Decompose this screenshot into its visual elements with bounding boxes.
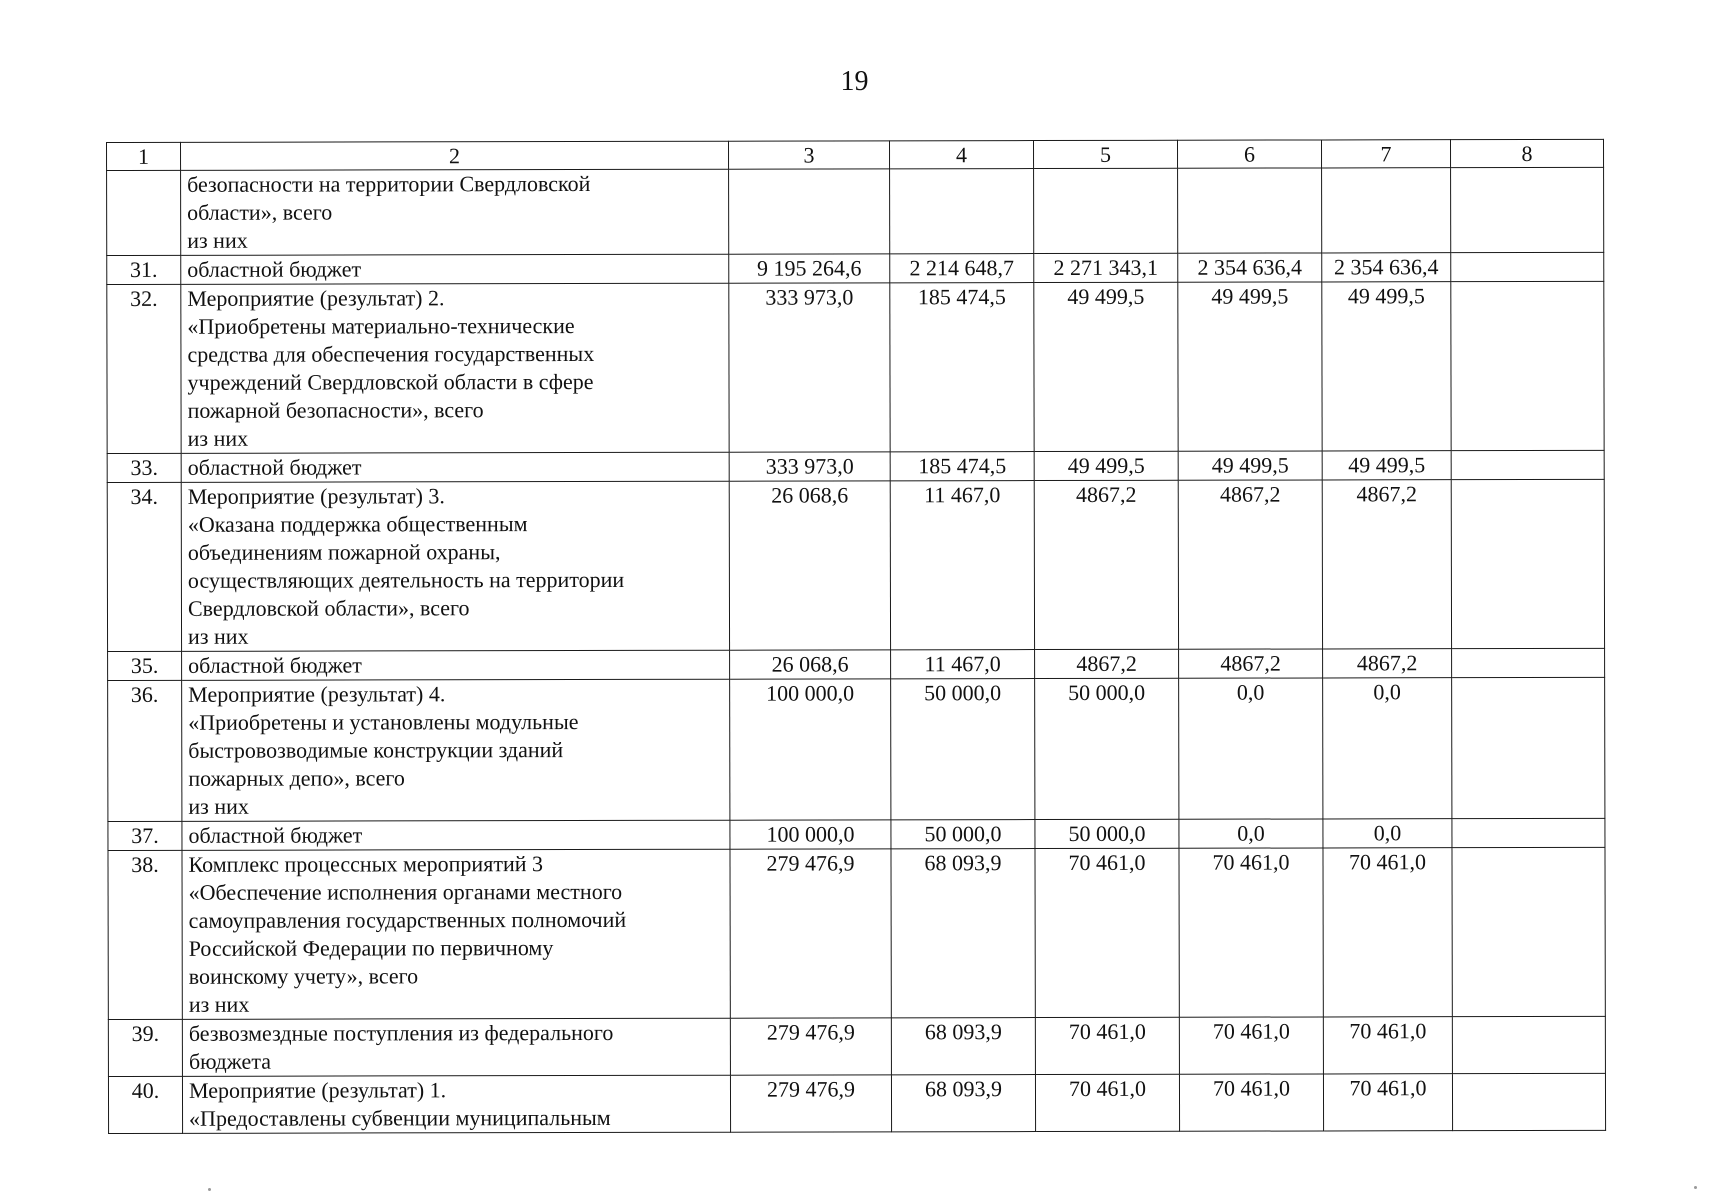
value-cell-col-4: [890, 169, 1034, 254]
value-cell-col-4: 185 474,5: [890, 452, 1034, 481]
value-cell-col-7: 70 461,0: [1323, 1074, 1452, 1131]
value-cell-col-6: 0,0: [1179, 819, 1323, 848]
value-cell-col-5: 50 000,0: [1035, 819, 1179, 848]
description-line: области», всего: [187, 199, 333, 225]
description-line: Мероприятие (результат) 4.: [188, 681, 446, 707]
value-cell-col-7: 2 354 636,4: [1322, 253, 1451, 282]
value-cell-col-7: 4867,2: [1322, 480, 1451, 649]
value-cell-col-8: [1452, 677, 1605, 818]
header-cell: 7: [1321, 140, 1450, 168]
value-cell-col-7: 49 499,5: [1322, 451, 1451, 480]
description-line: «Оказана поддержка общественным: [187, 511, 528, 537]
description-line: из них: [187, 227, 248, 253]
row-description-cell: [181, 169, 729, 255]
value-cell-col-6: 2 354 636,4: [1178, 253, 1322, 282]
row-number-cell: 39.: [108, 1019, 182, 1076]
value-cell-col-7: [1322, 168, 1451, 253]
value-cell-col-6: 4867,2: [1179, 649, 1323, 678]
value-cell-col-7: 0,0: [1323, 819, 1452, 848]
description-line: областной бюджет: [187, 454, 362, 480]
header-cell: 6: [1177, 140, 1321, 168]
value-cell-col-4: 11 467,0: [890, 481, 1034, 650]
value-cell-col-3: 100 000,0: [730, 820, 891, 849]
value-cell-col-4: 50 000,0: [891, 820, 1035, 849]
value-cell-col-4: 11 467,0: [891, 650, 1035, 679]
value-cell-col-5: 49 499,5: [1034, 282, 1178, 451]
value-cell-col-3: 279 476,9: [730, 1075, 891, 1132]
table-row: [108, 818, 1605, 850]
value-cell-col-8: [1452, 648, 1605, 677]
value-cell-col-3: 333 973,0: [729, 283, 890, 452]
value-cell-col-4: 68 093,9: [891, 1075, 1035, 1132]
row-number-cell: 40.: [108, 1076, 182, 1133]
value-cell-col-4: 68 093,9: [891, 1018, 1035, 1075]
value-cell-col-6: 70 461,0: [1179, 1074, 1323, 1131]
row-description-cell: [182, 820, 730, 850]
header-cell: 8: [1450, 139, 1603, 167]
value-cell-col-5: [1034, 168, 1178, 253]
value-cell-col-3: [729, 169, 890, 254]
value-cell-col-4: 68 093,9: [891, 849, 1035, 1018]
value-cell-col-6: 49 499,5: [1178, 282, 1322, 451]
value-cell-col-4: 50 000,0: [891, 679, 1035, 820]
description-line: быстровозводимые конструкции зданий: [188, 737, 564, 763]
description-line: объединениям пожарной охраны,: [187, 539, 501, 565]
header-cell: 1: [107, 142, 181, 170]
row-number-cell: 38.: [108, 850, 182, 1019]
value-cell-col-3: 26 068,6: [730, 650, 891, 679]
value-cell-col-5: 70 461,0: [1035, 1074, 1179, 1131]
table-row: [107, 479, 1604, 651]
description-line: «Обеспечение исполнения органами местного: [188, 878, 623, 905]
description-line: учреждений Свердловской области в сфере: [187, 368, 594, 395]
value-cell-col-4: 185 474,5: [890, 283, 1034, 452]
value-cell-col-5: 49 499,5: [1034, 451, 1178, 480]
value-cell-col-7: 0,0: [1323, 678, 1452, 819]
value-cell-col-3: 279 476,9: [730, 1018, 891, 1075]
header-cell: 4: [889, 141, 1033, 169]
table-row: [108, 1016, 1605, 1076]
description-line: «Приобретены материально-технические: [187, 313, 575, 339]
row-description-cell: [182, 1075, 730, 1133]
row-description-cell: [181, 283, 729, 453]
description-line: Мероприятие (результат) 3.: [187, 483, 445, 509]
description-line: «Предоставлены субвенции муниципальным: [189, 1104, 611, 1131]
value-cell-col-5: 2 271 343,1: [1034, 253, 1178, 282]
table-row: [107, 281, 1604, 453]
description-line: «Приобретены и установлены модульные: [188, 709, 579, 735]
row-number-cell: 37.: [108, 821, 182, 850]
description-line: безвозмездные поступления из федерального: [188, 1019, 614, 1046]
description-line: средства для обеспечения государственных: [187, 340, 595, 367]
description-line: пожарной безопасности», всего: [187, 397, 484, 423]
value-cell-col-3: 100 000,0: [730, 679, 891, 820]
row-description-cell: [182, 650, 730, 680]
value-cell-col-3: 279 476,9: [730, 849, 891, 1018]
value-cell-col-8: [1451, 450, 1604, 479]
value-cell-col-5: 50 000,0: [1035, 678, 1179, 819]
value-cell-col-8: [1452, 1016, 1605, 1073]
table-row: [108, 1073, 1605, 1133]
value-cell-col-7: 49 499,5: [1322, 282, 1451, 451]
row-number-cell: 36.: [108, 680, 182, 821]
row-number-cell: 32.: [107, 284, 181, 453]
description-line: осуществляющих деятельность на территории: [187, 566, 625, 593]
row-number-cell: 31.: [107, 255, 181, 284]
description-line: самоуправления государственных полномочий: [188, 906, 627, 933]
table-row: [107, 450, 1604, 482]
description-line: Мероприятие (результат) 1.: [188, 1077, 447, 1103]
value-cell-col-8: [1452, 847, 1605, 1016]
row-description-cell: [182, 1018, 730, 1076]
description-line: областной бюджет: [188, 822, 363, 848]
table-row: [108, 677, 1605, 821]
value-cell-col-5: 70 461,0: [1035, 848, 1179, 1017]
value-cell-col-3: 26 068,6: [729, 481, 890, 650]
scan-speck: [1694, 1186, 1697, 1189]
description-line: бюджета: [188, 1048, 271, 1074]
value-cell-col-8: [1451, 252, 1604, 281]
header-cell: 5: [1033, 140, 1177, 168]
table-row: [108, 648, 1605, 680]
row-description-cell: [181, 254, 729, 284]
value-cell-col-6: 49 499,5: [1178, 451, 1322, 480]
column-number-header-row: [107, 139, 1604, 170]
scan-speck: [208, 1188, 211, 1191]
description-line: пожарных депо», всего: [188, 765, 405, 791]
description-line: из них: [188, 793, 249, 819]
value-cell-col-8: [1451, 479, 1604, 648]
value-cell-col-8: [1451, 281, 1604, 450]
description-line: безопасности на территории Свердловской: [187, 170, 591, 197]
value-cell-col-5: 4867,2: [1034, 480, 1178, 649]
value-cell-col-7: 70 461,0: [1323, 848, 1452, 1017]
description-line: из них: [188, 623, 249, 649]
description-line: областной бюджет: [187, 256, 362, 282]
header-cell: 3: [728, 141, 889, 169]
page-number: 19: [840, 66, 869, 97]
value-cell-col-5: 70 461,0: [1035, 1017, 1179, 1074]
description-line: Свердловской области», всего: [187, 595, 470, 621]
value-cell-col-6: 0,0: [1179, 678, 1323, 819]
value-cell-col-7: 70 461,0: [1323, 1017, 1452, 1074]
description-line: Российской Федерации по первичному: [188, 935, 554, 961]
value-cell-col-6: [1178, 168, 1322, 253]
description-line: из них: [187, 425, 249, 451]
value-cell-col-4: 2 214 648,7: [890, 254, 1034, 283]
value-cell-col-5: 4867,2: [1035, 649, 1179, 678]
value-cell-col-8: [1452, 1073, 1605, 1130]
row-number-cell: [107, 170, 181, 255]
row-description-cell: [181, 452, 729, 482]
row-number-cell: 34.: [107, 482, 181, 651]
row-number-cell: 33.: [107, 453, 181, 482]
value-cell-col-6: 70 461,0: [1179, 1017, 1323, 1074]
table-row: [108, 847, 1605, 1019]
value-cell-col-3: 9 195 264,6: [729, 254, 890, 283]
description-line: из них: [188, 991, 250, 1017]
description-line: областной бюджет: [188, 652, 362, 678]
description-line: воинскому учету», всего: [188, 963, 419, 989]
row-description-cell: [182, 679, 730, 821]
table-row: [107, 167, 1604, 255]
table-body: [107, 139, 1606, 1133]
description-line: Комплекс процессных мероприятий 3: [188, 851, 544, 877]
value-cell-col-8: [1452, 818, 1605, 847]
value-cell-col-6: 4867,2: [1178, 480, 1322, 649]
description-line: Мероприятие (результат) 2.: [187, 285, 445, 311]
value-cell-col-8: [1451, 167, 1604, 252]
value-cell-col-3: 333 973,0: [729, 452, 890, 481]
row-description-cell: [182, 849, 730, 1019]
value-cell-col-7: 4867,2: [1323, 649, 1452, 678]
row-description-cell: [181, 481, 729, 651]
header-cell: 2: [181, 141, 729, 170]
budget-table: [106, 139, 1606, 1134]
table-row: [107, 252, 1604, 284]
value-cell-col-6: 70 461,0: [1179, 848, 1323, 1017]
row-number-cell: 35.: [108, 651, 182, 680]
